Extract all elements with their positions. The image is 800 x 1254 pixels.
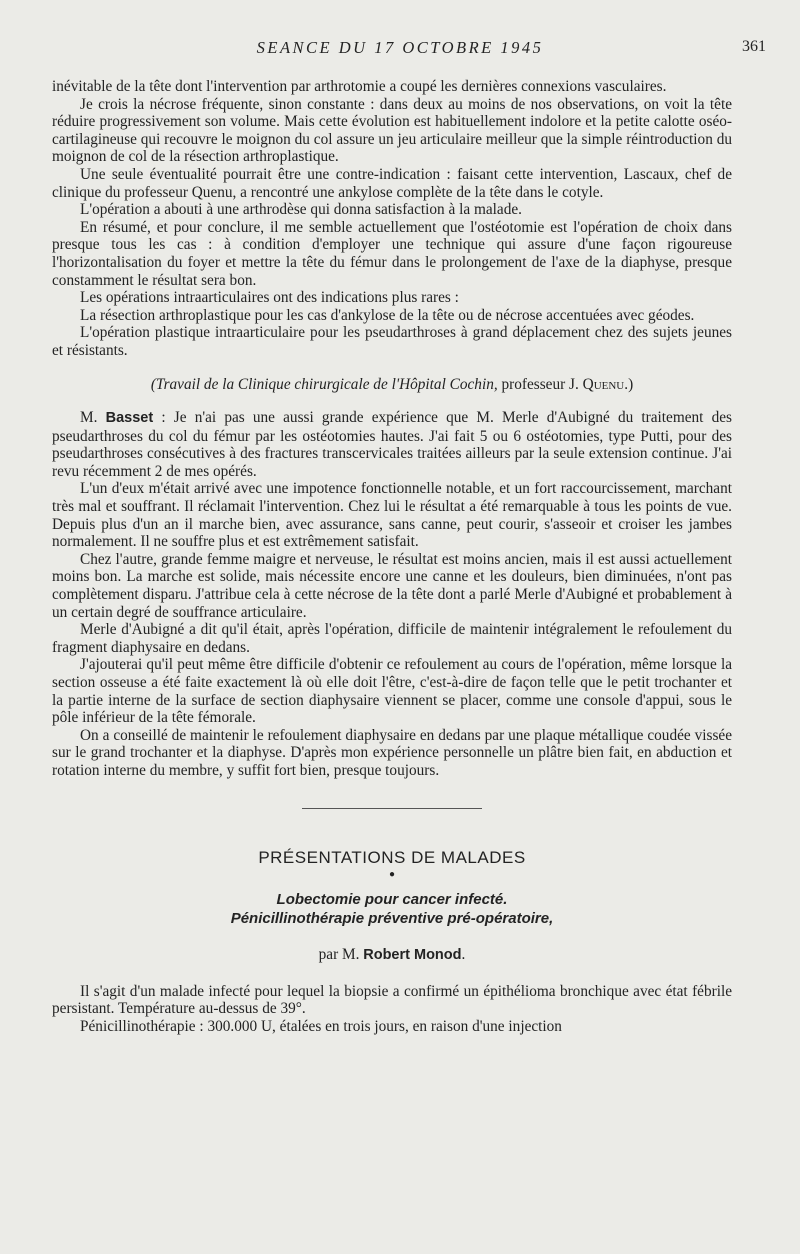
- paragraph: inévitable de la tête dont l'intervention par arthrotomie a coupé les dernières connexions vasculaires.: [52, 78, 667, 95]
- presentation-text: [52, 983, 732, 1036]
- source-professor: professeur J.: [497, 375, 583, 393]
- paragraph: L'opération a abouti à une arthrodèse qui donna satisfaction à la malade.: [80, 201, 522, 219]
- discussion-text: [52, 78, 732, 360]
- paragraph: L'opération plastique intraarticulaire pour les pseudarthroses à grand déplacement chez des sujets jeunes et résistants.: [52, 324, 732, 359]
- paragraph: Pénicillinothérapie : 300.000 U, étalées en trois jours, en raison d'une injection: [80, 1017, 562, 1035]
- presentation-title-2: Pénicillinothérapie préventive pré-opératoire,: [230, 910, 554, 928]
- basset-first-paragraph: : Je n'ai pas une aussi grande expérience que M. Merle d'Aubigné du traitement des pseudarthroses du col du fémur par les ostéotomies hautes. J'ai fait 5 ou 6 ostéotomies, type Putti, pour des pseudarthroses consécutives à des fractures transcervicales traitées ailleurs par la seule extension continue. J'ai revu récemment 2 de mes opérés.: [52, 409, 733, 480]
- section-divider: [302, 808, 482, 809]
- paragraph: Chez l'autre, grande femme maigre et nerveuse, le résultat est moins ancien, mais il est aussi actuellement moins bon. La marche est solide, mais nécessite encore une canne et les douleurs, bien diminuées, n'ont pas complètement disparu. J'attribue cela à cette nécrose de la tête dont a parlé Merle d'Aubigné et probablement à un certain degré de souffrance articulaire.: [52, 550, 732, 621]
- speaker-prefix: M.: [80, 409, 106, 427]
- basset-intervention: [52, 409, 732, 480]
- article-body: [52, 78, 732, 1036]
- paragraph: En résumé, et pour conclure, il me semble actuellement que l'ostéotomie est l'opération de choix dans presque tous les cas : à condition d'employer une technique qui assure d'une façon rigoureuse l'horizontalisation du foyer et mettre la tête du fémur dans le prolongement de l'axe de la diaphyse, presque constamment le résultat sera bon.: [52, 218, 732, 289]
- byline-end: .: [461, 946, 466, 964]
- byline-par: par M.: [318, 946, 364, 964]
- paragraph: Les opérations intraarticulaires ont des indications plus rares :: [80, 289, 459, 307]
- paragraph: J'ajouterai qu'il peut même être difficile d'obtenir ce refoulement au cours de l'opération, même lorsque la section osseuse a été faite exactement là où elle doit l'être, c'est-à-dire de façon telle que le petit trochanter et la partie interne de la surface de section diaphysaire viennent se placer, comme une console d'appui, sous le pôle inférieur de la tête fémorale.: [52, 656, 732, 727]
- paragraph: Une seule éventualité pourrait être une contre-indication : faisant cette intervention, Lascaux, chef de clinique du professeur Quenu, a rencontré une ankylose complète de la tête dans le cotyle.: [52, 165, 732, 201]
- running-head: SEANCE DU 17 OCTOBRE 1945: [256, 38, 544, 57]
- paragraph: Il s'agit d'un malade infecté pour lequel la biopsie a confirmé un épithélioma bronchique avec état fébrile persistant. Température au-dessus de 39°.: [52, 982, 732, 1018]
- presentation-title-1: Lobectomie pour cancer infecté.: [276, 891, 508, 909]
- author-name: Robert Monod: [363, 947, 462, 964]
- section-heading: PRÉSENTATIONS DE MALADES: [258, 847, 526, 867]
- ornament-dot: ●: [388, 869, 396, 881]
- source-institution: (Travail de la Clinique chirurgicale de l'Hôpital Cochin,: [150, 375, 498, 393]
- source-end: .): [624, 375, 634, 393]
- paragraph: Merle d'Aubigné a dit qu'il était, après l'opération, difficile de maintenir intégralement le refoulement du fragment diaphysaire en dedans.: [52, 621, 732, 656]
- paragraph: Je crois la nécrose fréquente, sinon constante : dans deux au moins de nos observations, on voit la tête réduire progressivement son volume. Mais cette évolution est habituellement indolore et la petite calotte oséo-cartilagineuse qui recouvre le moignon du col assure un jeu articulaire meilleur que la simple réintroduction du moignon de col de la résection arthroplastique.: [52, 95, 732, 166]
- page-header: [0, 38, 800, 62]
- source-name: Quenu: [582, 375, 625, 393]
- basset-text: [52, 480, 732, 779]
- source-note: [52, 376, 732, 394]
- page-number: 361: [742, 38, 766, 55]
- paragraph: La résection arthroplastique pour les cas d'ankylose de la tête ou de nécrose accentuées avec géodes.: [80, 306, 695, 324]
- paragraph: On a conseillé de maintenir le refoulement diaphysaire en dedans par une plaque métallique coudée vissée sur le grand trochanter et la diaphyse. D'après mon expérience personnelle un plâtre bien fait, en abduction et rotation interne du membre, y suffit fort bien, presque toujours.: [52, 726, 732, 779]
- paragraph: L'un d'eux m'était arrivé avec une impotence fonctionnelle notable, et un fort raccourcissement, marchant très mal et souffrant. Il réclamait l'intervention. Chez lui le résultat a été remarquable à tous les points de vue. Depuis plus d'un an il marche bien, avec assurance, sans canne, peut courir, s'asseoir et croiser les jambes normalement. Il ne souffre plus et est extrêmement satisfait.: [52, 480, 732, 551]
- byline: [52, 946, 732, 965]
- speaker-name: Basset: [105, 410, 154, 427]
